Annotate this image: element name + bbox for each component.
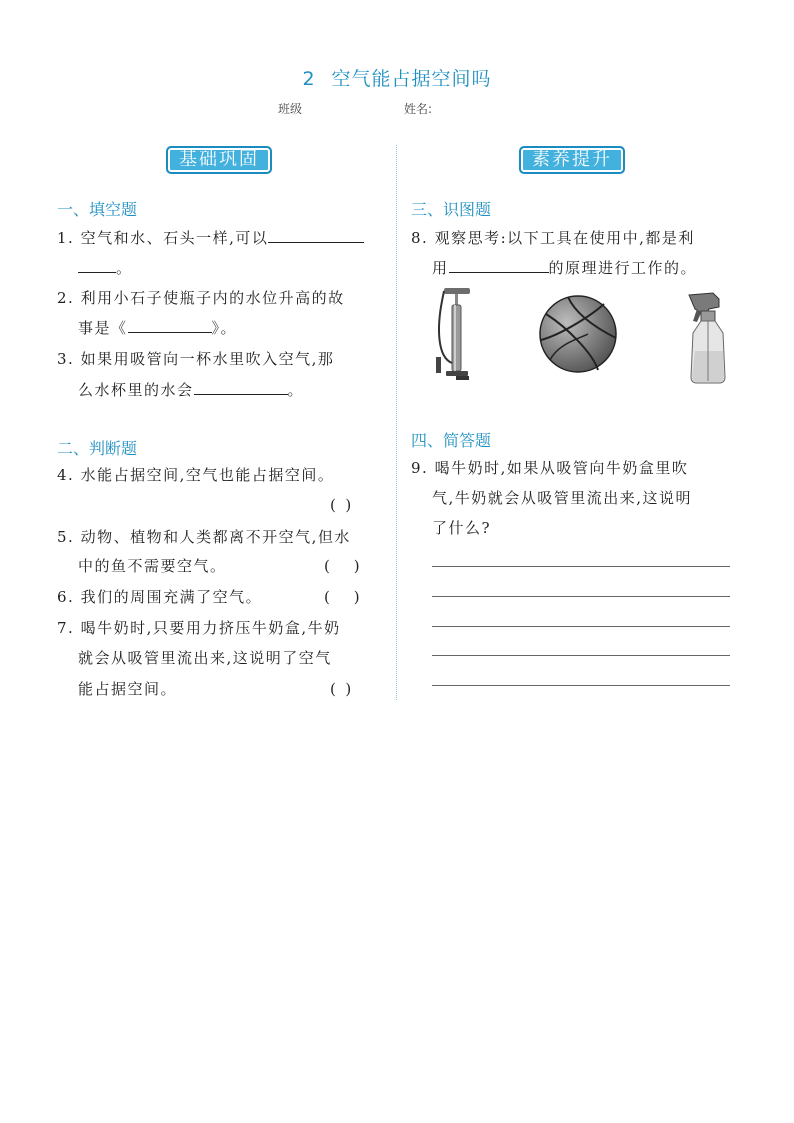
q3-blank[interactable] bbox=[194, 380, 288, 395]
bicycle-pump-icon bbox=[432, 287, 474, 383]
q2-line1: 2. 利用小石子使瓶子内的水位升高的故 bbox=[57, 289, 345, 307]
q1-line2: 。 bbox=[78, 258, 133, 278]
q3-line2: 么水杯里的水会 。 bbox=[78, 381, 305, 399]
advanced-badge: 素养提升 bbox=[519, 146, 625, 174]
spray-bottle-icon bbox=[683, 289, 733, 385]
class-label: 班级 bbox=[278, 102, 303, 116]
name-label: 姓名: bbox=[404, 102, 433, 116]
bicycle-pump-image bbox=[432, 287, 474, 383]
q7-line1: 7. 喝牛奶时,只要用力挤压牛奶盒,牛奶 bbox=[57, 619, 341, 637]
section-fill-blank: 一、填空题 bbox=[57, 200, 138, 219]
q4-answer-parens[interactable]: ( ) bbox=[330, 496, 352, 514]
answer-line[interactable] bbox=[432, 685, 730, 686]
q5-answer-parens[interactable]: ( ) bbox=[324, 557, 360, 575]
basketball-image bbox=[538, 294, 618, 374]
q3-line1: 3. 如果用吸管向一杯水里吹入空气,那 bbox=[57, 350, 335, 368]
q5-line2: 中的鱼不需要空气。 bbox=[78, 557, 227, 575]
q1-blank[interactable] bbox=[268, 228, 364, 243]
basketball-icon bbox=[538, 294, 618, 374]
q8-line2: 用 的原理进行工作的。 bbox=[432, 259, 698, 277]
q2-blank[interactable] bbox=[128, 318, 212, 333]
section-short-answer: 四、简答题 bbox=[411, 431, 492, 450]
q7-line2: 就会从吸管里流出来,这说明了空气 bbox=[78, 649, 332, 667]
lesson-title: 空气能占据空间吗 bbox=[331, 68, 492, 90]
answer-line[interactable] bbox=[432, 566, 730, 567]
basic-badge: 基础巩固 bbox=[166, 146, 272, 174]
answer-line[interactable] bbox=[432, 655, 730, 656]
q8-blank[interactable] bbox=[449, 258, 549, 273]
q2-line2: 事是《 》。 bbox=[78, 319, 238, 337]
q7-answer-parens[interactable]: ( ) bbox=[330, 680, 352, 698]
q4-line1: 4. 水能占据空间,空气也能占据空间。 bbox=[57, 466, 335, 484]
q7-line3: 能占据空间。 bbox=[78, 680, 178, 698]
q6-line1: 6. 我们的周围充满了空气。 bbox=[57, 588, 263, 606]
q1-blank-cont[interactable] bbox=[78, 258, 116, 273]
page-title bbox=[0, 64, 794, 91]
column-divider bbox=[396, 145, 397, 700]
spray-bottle-image bbox=[683, 289, 733, 385]
answer-line[interactable] bbox=[432, 626, 730, 627]
q8-line1: 8. 观察思考:以下工具在使用中,都是利 bbox=[411, 229, 695, 247]
q9-line3: 了什么? bbox=[432, 519, 492, 537]
q9-line2: 气,牛奶就会从吸管里流出来,这说明 bbox=[432, 489, 693, 507]
answer-line[interactable] bbox=[432, 596, 730, 597]
q6-answer-parens[interactable]: ( ) bbox=[324, 588, 360, 606]
section-picture: 三、识图题 bbox=[411, 200, 492, 219]
section-true-false: 二、判断题 bbox=[57, 439, 138, 458]
q9-line1: 9. 喝牛奶时,如果从吸管向牛奶盒里吹 bbox=[411, 459, 689, 477]
lesson-number: 2 bbox=[302, 68, 316, 90]
q5-line1: 5. 动物、植物和人类都离不开空气,但水 bbox=[57, 528, 351, 546]
q1-line1: 1. 空气和水、石头一样,可以 bbox=[57, 228, 364, 248]
